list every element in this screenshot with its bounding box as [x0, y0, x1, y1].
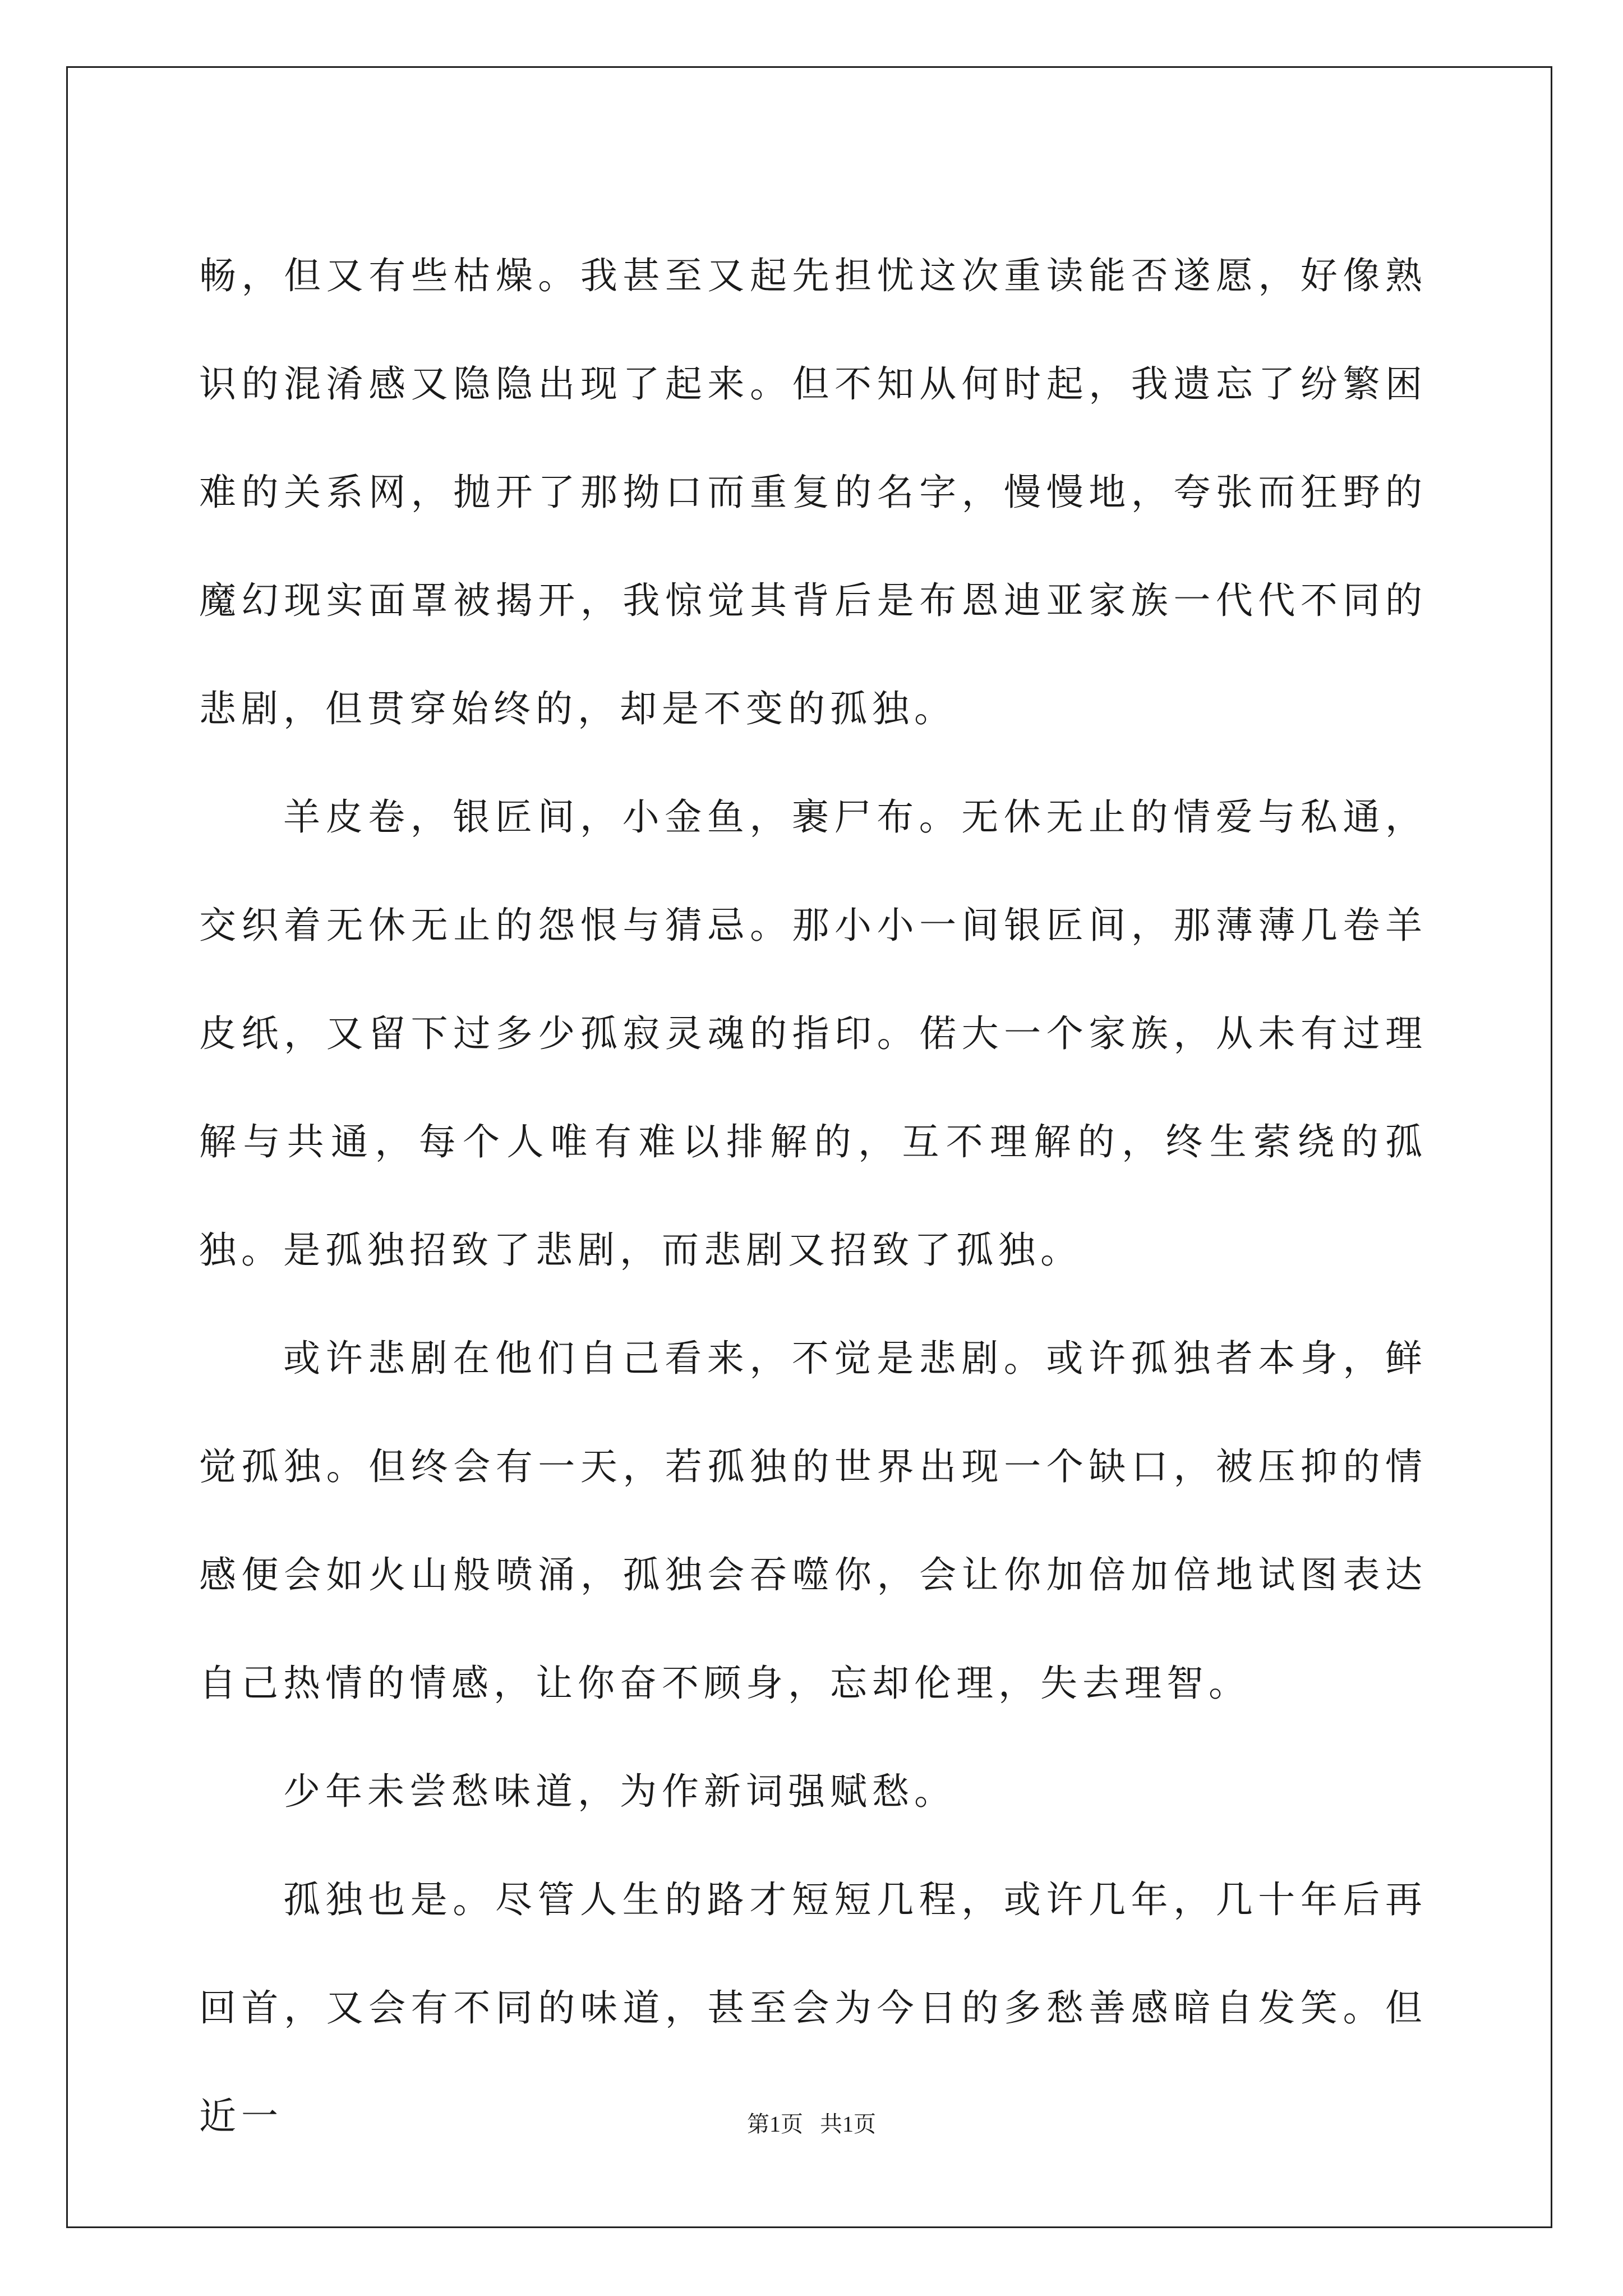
- page-footer: [0, 2106, 1623, 2138]
- paragraph: 或许悲剧在他们自己看来，不觉是悲剧。或许孤独者本身，鲜觉孤独。但终会有一天，若孤独的世界出现一个缺口，被压抑的情感便会如火山般喷涌，孤独会吞噬你，会让你加倍加倍地试图表达自己热情的情感，让你奋不顾身，忘却伦理，失去理智。: [199, 1337, 1427, 1705]
- page-number: 第1页: [747, 2111, 803, 2137]
- paragraph: 羊皮卷，银匠间，小金鱼，裹尸布。无休无止的情爱与私通，交织着无休无止的怨恨与猜忌。那小小一间银匠间，那薄薄几卷羊皮纸，又留下过多少孤寂灵魂的指印。偌大一个家族，从未有过理解与共通，每个人唯有难以排解的，互不理解的，终生萦绕的孤独。是孤独招致了悲剧，而悲剧又招致了孤独。: [199, 795, 1427, 1272]
- paragraph: 孤独也是。尽管人生的路才短短几程，或许几年，几十年后再回首，又会有不同的味道，甚至会为今日的多愁善感暗自发笑。但近一: [199, 1878, 1427, 2138]
- document-body: [199, 222, 1427, 2170]
- paragraph: 畅，但又有些枯燥。我甚至又起先担忧这次重读能否遂愿，好像熟识的混淆感又隐隐出现了起来。但不知从何时起，我遗忘了纷繁困难的关系网，抛开了那拗口而重复的名字，慢慢地，夸张而狂野的魔幻现实面罩被揭开，我惊觉其背后是布恩迪亚家族一代代不同的悲剧，但贯穿始终的，却是不变的孤独。: [199, 254, 1427, 730]
- page-total: 共1页: [820, 2111, 876, 2137]
- paragraph: 少年未尝愁味道，为作新词强赋愁。: [283, 1770, 956, 1813]
